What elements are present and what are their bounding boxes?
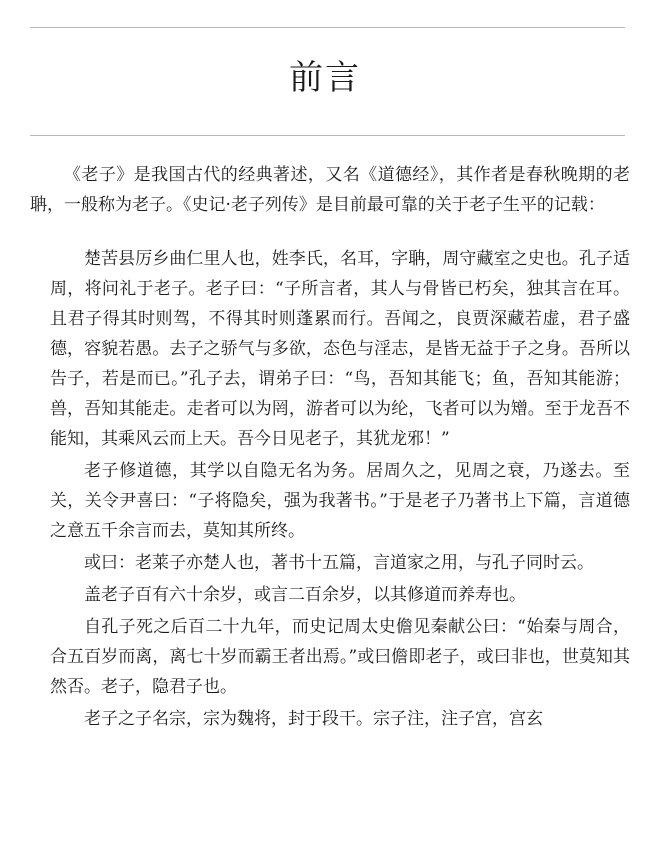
quote-paragraph: 老子修道德，其学以自隐无名为务。居周久之，见周之衰，乃遂去。至关，关令尹喜曰：“子将隐矣，强为我著书。”于是老子乃著书上下篇，言道德之意五千余言而去，莫知其所终。 (50, 461, 630, 541)
top-divider (30, 27, 625, 28)
title-divider (30, 135, 625, 136)
document-body (30, 160, 630, 736)
quoted-biography (30, 244, 630, 734)
quote-paragraph: 楚苦县厉乡曲仁里人也，姓李氏，名耳，字聃，周守藏室之史也。孔子适周，将问礼于老子。老子曰：“子所言者，其人与骨皆已朽矣，独其言在耳。且君子得其时则驾，不得其时则蓬累而行。吾闻之，良贾深藏若虚，君子盛德，容貌若愚。去子之骄气与多欲，态色与淫志，是皆无益于子之身。吾所以告子，若是而已。”孔子去，谓弟子曰：“鸟，吾知其能飞；鱼，吾知其能游；兽，吾知其能走。走者可以为罔，游者可以为纶，飞者可以为矰。至于龙吾不能知，其乘风云而上天。吾今日见老子，其犹龙邪！” (50, 249, 630, 449)
quote-paragraph: 老子之子名宗，宗为魏将，封于段干。宗子注，注子宫，宫玄 (84, 709, 543, 729)
quote-paragraph: 自孔子死之后百二十九年，而史记周太史儋见秦献公曰：“始秦与周合，合五百岁而离，离七十岁而霸王者出焉。”或曰儋即老子，或曰非也，世莫知其然否。老子，隐君子也。 (50, 617, 630, 697)
quote-paragraph: 盖老子百有六十余岁，或言二百余岁，以其修道而养寿也。 (84, 585, 526, 605)
quote-paragraph: 或曰：老莱子亦楚人也，著书十五篇，言道家之用，与孔子同时云。 (84, 553, 594, 573)
page-title: 前言 (289, 58, 361, 98)
intro-paragraph: 《老子》是我国古代的经典著述，又名《道德经》，其作者是春秋晚期的老聃，一般称为老子。《史记·老子列传》是目前最可靠的关于老子生平的记载： (30, 165, 630, 215)
